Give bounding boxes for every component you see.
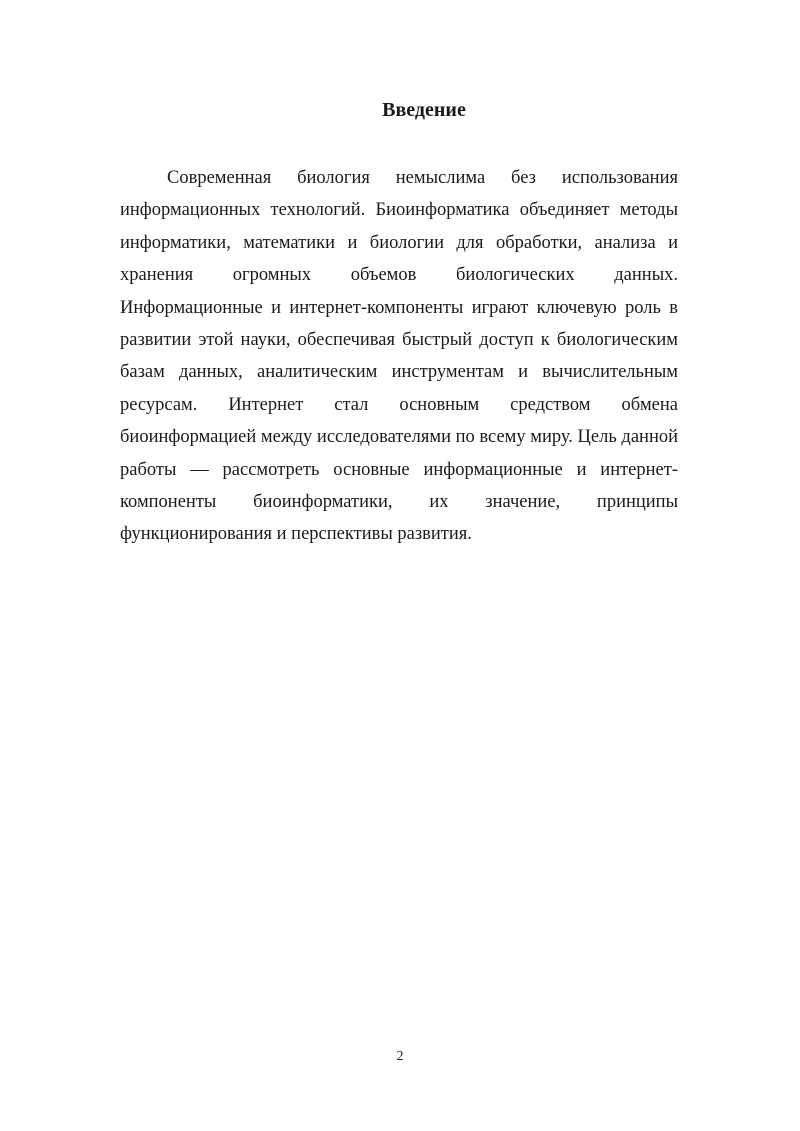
section-heading: Введение (382, 99, 466, 121)
introduction-paragraph: Современная биология немыслима без использования информационных технологий. Биоинформатика объединяет методы информатики, математики и биологии для обработки, анализа и хранения огромных объемов биологических данных. Информационные и интернет-компоненты играют ключевую роль в развитии этой науки, обеспечивая быстрый доступ к биологическим базам данных, аналитическим инструментам и вычислительным ресурсам. Интернет стал основным средством обмена биоинформацией между исследователями по всему миру. Цель данной работы — рассмотреть основные информационные и интернет-компоненты биоинформатики, их значение, принципы функционирования и перспективы развития. (120, 168, 678, 545)
page-number: 2 (396, 1049, 404, 1064)
